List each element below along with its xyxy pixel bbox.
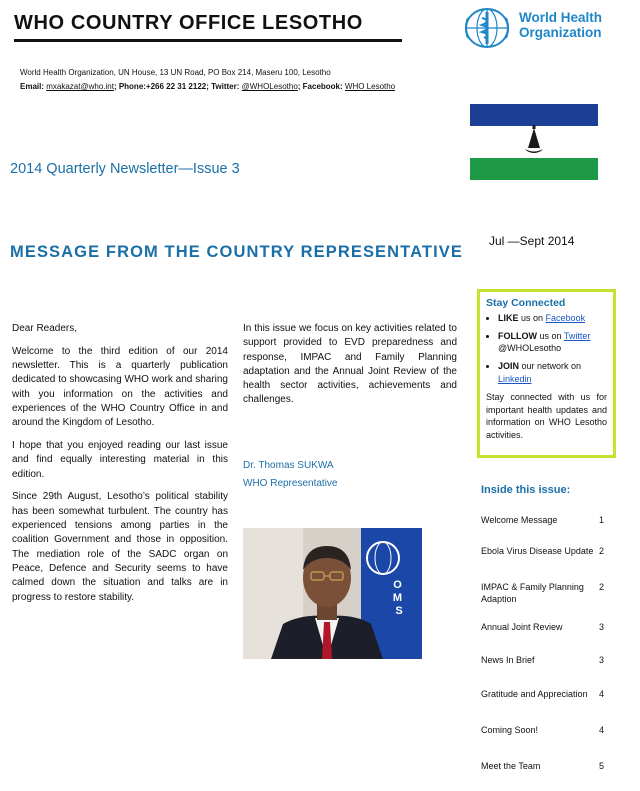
who-logo [462,6,622,50]
inside-issue-title: Inside this issue: [481,484,571,496]
section-title: MESSAGE FROM THE COUNTRY REPRESENTATIVE [10,243,463,261]
toc-item[interactable]: News In Brief [481,655,535,665]
signature-block [243,457,337,493]
letter-column-left [12,322,228,613]
toc-page: 2 [599,546,605,556]
toc-item[interactable]: Welcome Message [481,515,558,525]
stay-connected-note: Stay connected with us for important health updates and information on WHO Lesotho activities. [486,391,607,441]
toc-item[interactable]: Annual Joint Review [481,622,563,632]
letter-paragraph: In this issue we focus on key activities related to support provided to EVD preparedness and response, IMPAC and Family Planning adaptation and the Annual Joint Review of the health sector activities, achievements and challenges. [243,323,457,406]
toc-page: 2 [599,582,605,592]
social-item-linkedin: • JOIN our network on Linkedin [498,360,607,386]
toc-page: 5 [599,761,605,771]
letter-greeting: Dear Readers, [12,323,78,334]
toc-item[interactable]: IMPAC & Family Planning Adaption [481,582,584,604]
toc-item[interactable]: Gratitude and Appreciation [481,689,588,699]
toc-item[interactable]: Ebola Virus Disease Update [481,546,594,556]
facebook-link[interactable]: WHO Lesotho [344,82,396,91]
stay-connected-title: Stay Connected [486,297,566,309]
letter-column-right [243,322,457,408]
signature-title: WHO Representative [243,478,338,489]
who-emblem-icon [462,6,512,50]
representative-photo [243,528,422,659]
social-item-twitter: • FOLLOW us on Twitter @WHOLesotho [498,330,607,356]
linkedin-social-link[interactable]: Linkedin [498,373,532,384]
toc-item[interactable]: Coming Soon! [481,725,539,735]
letter-paragraph: I hope that you enjoyed reading our last issue and find equally interesting material in this edition. [12,440,228,480]
org-title: WHO COUNTRY OFFICE LESOTHO [14,12,402,42]
twitter-social-link[interactable]: Twitter [563,330,591,341]
facebook-social-link[interactable]: Facebook [545,312,586,323]
toc-page: 4 [599,689,605,699]
social-item-facebook: • LIKE us on Facebook [498,312,607,325]
letter-paragraph: Since 29th August, Lesotho’s political stability has been somewhat turbulent. The country has experienced tensions among parties in the coalition Government and those in opposition. The mediation role of the SADC organ on Peace, Defence and Security seems to have calmed down the situation and talks are in progress to restore stability. [12,491,228,603]
toc-page: 3 [599,655,605,665]
email-link[interactable]: mxakazat@who.int [46,82,114,91]
toc-item[interactable]: Meet the Team [481,761,541,771]
who-logo-text: World Health Organization [519,10,603,40]
contact-line: Email: mxakazat@who.int; Phone:+266 22 31 2122; Twitter: @WHOLesotho; Facebook: WHO Lesotho [20,82,396,91]
lesotho-flag [470,104,598,180]
twitter-link[interactable]: @WHOLesotho [241,82,298,91]
svg-text:O M S: O M S [392,579,403,617]
office-address: World Health Organization, UN House, 13 UN Road, PO Box 214, Maseru 100, Lesotho [20,68,331,77]
letter-paragraph: Welcome to the third edition of our 2014 newsletter. This is a quarterly publication dedicated to showcasing WHO work and sharing with you information on the activities and experiences of the WHO Country Office in and around the Kingdom of Lesotho. [12,345,228,429]
signature-name: Dr. Thomas SUKWA [243,460,334,471]
toc-page: 4 [599,725,605,735]
stay-connected-box [477,289,616,458]
social-list [486,312,607,386]
toc-page: 3 [599,622,605,632]
issue-title: 2014 Quarterly Newsletter—Issue 3 [10,161,240,177]
issue-period: Jul —Sept 2014 [489,234,575,248]
toc-page: 1 [599,515,605,525]
